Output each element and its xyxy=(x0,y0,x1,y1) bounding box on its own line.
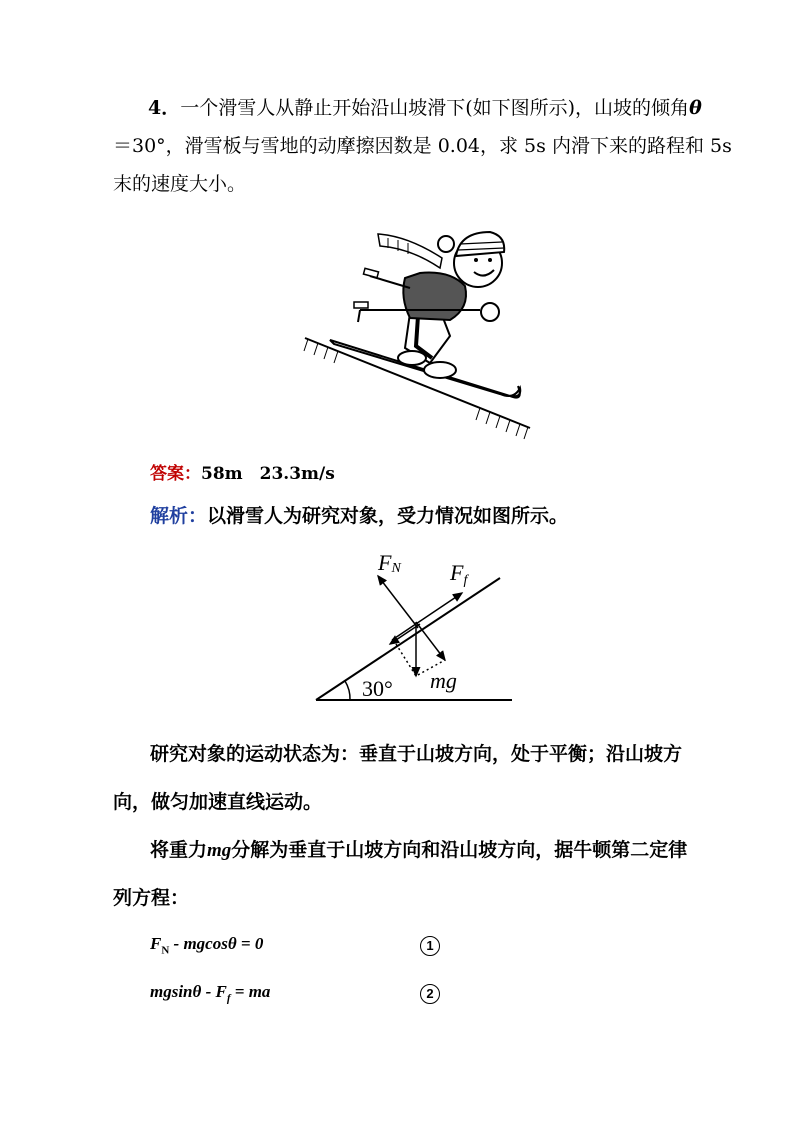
analysis-text: 以滑雪人为研究对象，受力情况如图所示。 xyxy=(207,505,569,527)
fn-label: FN xyxy=(378,550,401,576)
answer-label: 答案： xyxy=(150,464,201,484)
equation-1: $F_N - mgcos\theta = 0$ xyxy=(150,934,264,957)
skier-illustration xyxy=(300,218,540,443)
p2-mg: mg xyxy=(207,840,232,861)
analysis-line xyxy=(150,504,568,528)
p2-prefix: 将重力 xyxy=(150,839,208,861)
analysis-label: 解析： xyxy=(150,505,208,527)
answer-value: 58m 23.3m/s xyxy=(201,464,335,484)
mg-label: mg xyxy=(430,668,457,693)
problem-text-1: 一个滑雪人从静止开始沿山坡滑下(如下图所示)，山坡的倾角 xyxy=(180,97,690,119)
angle-label: 30° xyxy=(362,676,393,701)
incline-line xyxy=(316,578,500,700)
problem-line-2: ＝30°，滑雪板与雪地的动摩擦因数是 0.04，求 5s 内滑下来的路程和 5s xyxy=(113,135,732,157)
force-diagram xyxy=(300,548,540,708)
normal-force-arrow xyxy=(378,576,418,628)
paragraph-2-line-1 xyxy=(150,838,687,863)
ff-label: Ff xyxy=(450,560,468,588)
problem-line-1 xyxy=(148,96,702,120)
paragraph-1-line-1: 研究对象的运动状态为：垂直于山坡方向，处于平衡；沿山坡方 xyxy=(150,743,683,765)
problem-line-3: 末的速度大小。 xyxy=(113,173,247,195)
angle-arc xyxy=(345,681,350,700)
equation-1-number: 1 xyxy=(420,936,440,956)
problem-number: 4． xyxy=(148,97,181,119)
equation-2-number: 2 xyxy=(420,984,440,1004)
p2-suffix: 分解为垂直于山坡方向和沿山坡方向，据牛顿第二定律 xyxy=(231,839,688,861)
paragraph-1-line-2: 向，做匀加速直线运动。 xyxy=(113,791,323,813)
equation-2: mgsinθ - $F_f$ = ma xyxy=(150,982,271,1005)
theta-symbol: θ xyxy=(689,97,702,119)
paragraph-2-line-2: 列方程： xyxy=(113,887,190,909)
answer-line xyxy=(150,462,335,486)
